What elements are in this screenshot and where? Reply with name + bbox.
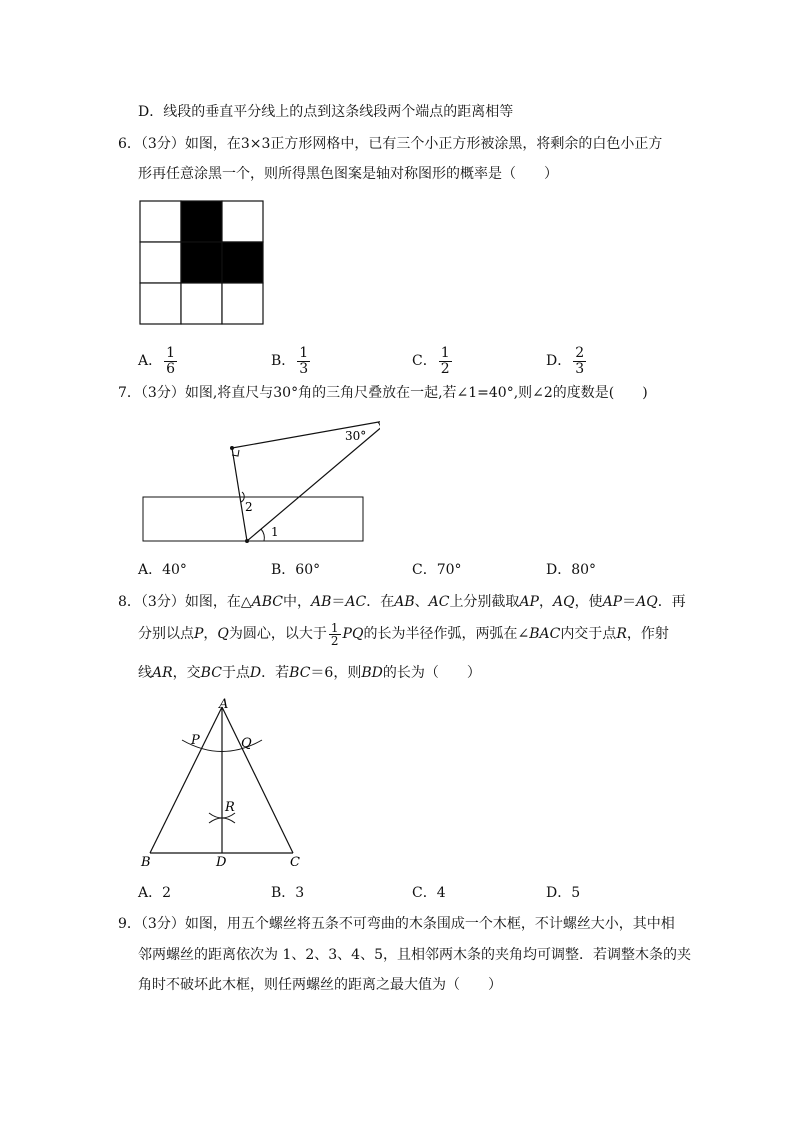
q9-stem-line2: 邻两螺丝的距离依次为 1、2、3、4、5，且相邻两木条的夹角均可调整．若调整木条的夹 [138, 947, 691, 963]
vertex-point [245, 539, 249, 543]
grid-cell-white [181, 283, 222, 324]
q6-grid-figure [139, 200, 265, 326]
label-d: D [216, 855, 227, 870]
q9-stem-line3: 角时不破坏此木框，则任两螺丝的距离之最大值为（ ） [138, 977, 502, 993]
q8-stem-line3: 线AR，交BC于点D．若BC＝6，则BD的长为（ ） [138, 665, 481, 681]
q6-option-c: C． $\frac{1}{2}$ [412, 344, 450, 377]
grid-cell-white [140, 201, 181, 242]
angle-1-label: 1 [271, 525, 279, 539]
q6-stem-line2: 形再任意涂黑一个，则所得黑色图案是轴对称图形的概率是（ ） [138, 166, 558, 182]
grid-cell-white [222, 201, 263, 242]
q6-option-b: B． $\frac{1}{3}$ [271, 344, 309, 377]
label-r: R [225, 800, 235, 815]
label-c: C [290, 855, 300, 870]
grid-cell-black [181, 242, 222, 283]
q7-stem: 7．（3分）如图,将直尺与30°角的三角尺叠放在一起,若∠1=40°,则∠2的度数是( ) [118, 385, 648, 401]
q7-option-d: D．80° [546, 562, 597, 578]
grid-cell-white [222, 283, 263, 324]
q7-option-c: C．70° [412, 562, 462, 578]
label-p: P [191, 733, 200, 748]
q8-triangle-figure [135, 695, 310, 875]
q9-stem-line1: 9．（3分）如图，用五个螺丝将五条不可弯曲的木条围成一个木框，不计螺丝大小，其中相 [118, 916, 675, 932]
q8-stem-line1: 8．（3分）如图，在△ABC中，AB＝AC．在AB、AC上分别截取AP，AQ，使AP＝AQ．再 [118, 594, 686, 610]
q8-option-d: D．5 [546, 885, 581, 901]
angle-2-label: 2 [245, 500, 253, 514]
side-ab [150, 707, 222, 853]
label-b: B [141, 855, 151, 870]
vertex-point [230, 446, 234, 450]
q6-option-a: A． $\frac{1}{6}$ [138, 344, 176, 377]
q8-option-b: B．3 [271, 885, 305, 901]
q8-option-c: C．4 [412, 885, 446, 901]
side-ac [222, 707, 293, 853]
grid-cell-white [140, 283, 181, 324]
q7-ruler-triangle-figure [130, 405, 380, 550]
label-q: Q [241, 736, 252, 751]
grid-cell-white [140, 242, 181, 283]
q6-stem-line1: 6．（3分）如图，在3×3正方形网格中，已有三个小正方形被涂黑，将剩余的白色小正方 [118, 136, 663, 152]
q7-option-a: A．40° [138, 562, 187, 578]
q6-option-d: D． $\frac{2}{3}$ [546, 344, 585, 377]
angle-30-label: 30° [345, 429, 367, 443]
q7-option-b: B．60° [271, 562, 321, 578]
label-a: A [219, 697, 229, 712]
angle-1-arc [261, 529, 264, 541]
q8-stem-line2: 分别以点P，Q为圆心，以大于 $\frac{1}{2}$ PQ的长为半径作弧，两弧在∠BAC内交于点R，作射 [138, 620, 669, 648]
q8-option-a: A．2 [138, 885, 172, 901]
grid-cell-black [222, 242, 263, 283]
grid-cell-black [181, 201, 222, 242]
q5-option-d: D．线段的垂直平分线上的点到这条线段两个端点的距离相等 [138, 104, 514, 120]
ruler [143, 497, 363, 541]
